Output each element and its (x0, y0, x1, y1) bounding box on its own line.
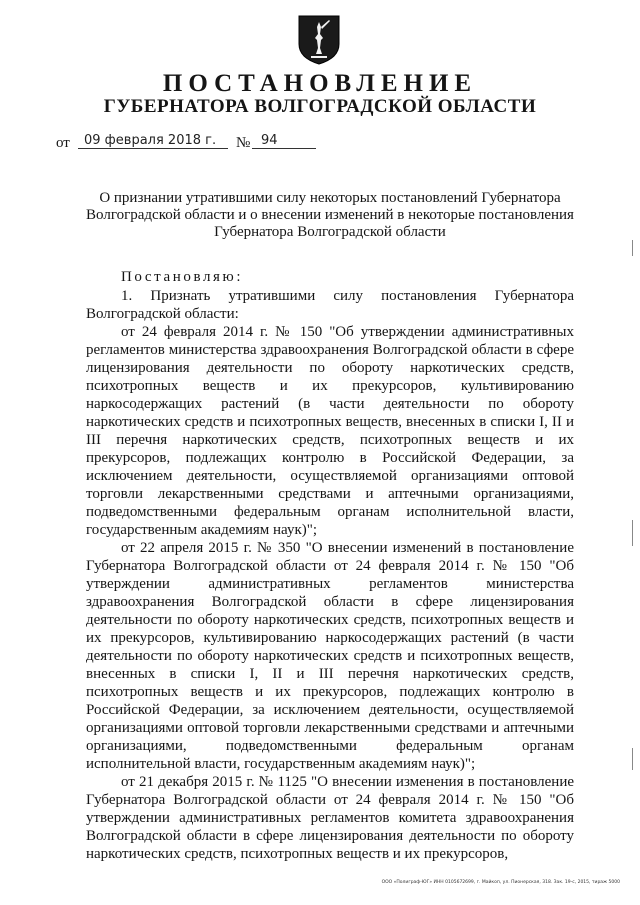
document-number: 94 (261, 133, 278, 148)
volgograd-coat-of-arms-icon (297, 14, 341, 66)
paragraph-3: от 22 апреля 2015 г. № 350 "О внесении изменений в постановление Губернатора Волгоградской области от 24 февраля 2014 г. № 150 "Об утверждении административных регламентов министерства здравоохранения Волгоградской области в сфере лицензирования деятельности по обороту наркотических средств, психотропных веществ и их прекурсоров, культивированию наркосодержащих растений (в части деятельности по обороту наркотических средств и психотропных веществ, внесенных в списки I, II и III перечня наркотических средств, психотропных веществ и их прекурсоров, подлежащих контролю в Российской Федерации, за исключением деятельности, осуществляемой организациями оптовой торговли лекарственными средствами и аптечными организациями, подведомственными федеральным органам исполнительной власти, государственным академиям наук)"; (86, 540, 574, 772)
document-subtitle: ГУБЕРНАТОРА ВОЛГОГРАДСКОЙ ОБЛАСТИ (103, 96, 537, 117)
date-underline (78, 148, 228, 149)
document-date: 09 февраля 2018 г. (84, 133, 217, 148)
scan-margin-mark (632, 748, 633, 770)
scan-margin-mark (632, 520, 633, 546)
document-title: ПОСТАНОВЛЕНИЕ (162, 70, 478, 97)
paragraph-2: от 24 февраля 2014 г. № 150 "Об утверждении административных регламентов министерства здравоохранения Волгоградской области в сфере лицензирования деятельности по обороту наркотических средств, психотропных веществ и их прекурсоров, культивированию наркосодержащих растений (в части деятельности по обороту наркотических средств и психотропных веществ, внесенных в списки I, II и III перечня наркотических средств, психотропных веществ и их прекурсоров, подлежащих контролю в Российской Федерации, за исключением деятельности, осуществляемой организациями оптовой торговли лекарственными средствами и аптечными организациями, подведомственными федеральным органам исполнительной власти, государственным академиям наук)"; (86, 324, 574, 538)
date-number-line (56, 132, 336, 154)
number-prefix: № (236, 135, 251, 151)
resolve-heading: Постановляю: (121, 269, 244, 285)
number-underline (252, 148, 316, 149)
paragraph-1: 1. Признать утратившими силу постановления Губернатора Волгоградской области: (86, 288, 574, 322)
document-subject: О признании утратившими силу некоторых постановлений Губернатора Волгоградской области и о внесении изменений в некоторые постановления Губернатора Волгоградской области (86, 190, 574, 240)
scan-margin-mark (632, 240, 633, 256)
document-body (86, 268, 574, 863)
date-prefix: от (56, 135, 70, 151)
paragraph-4: от 21 декабря 2015 г. № 1125 "О внесении изменения в постановление Губернатора Волгоградской области от 24 февраля 2014 г. № 150 "Об утверждении административных регламентов комитета здравоохранения Волгоградской области в сфере лицензирования деятельности по обороту наркотических средств, психотропных веществ и их прекурсоров, (86, 774, 574, 862)
printer-imprint: ООО «Полиграф-ЮГ» ИНН 0105672699, г. Майкоп, ул. Пионерская, 318. Зак. 19-с, 2015, тираж 5000 (381, 880, 620, 885)
